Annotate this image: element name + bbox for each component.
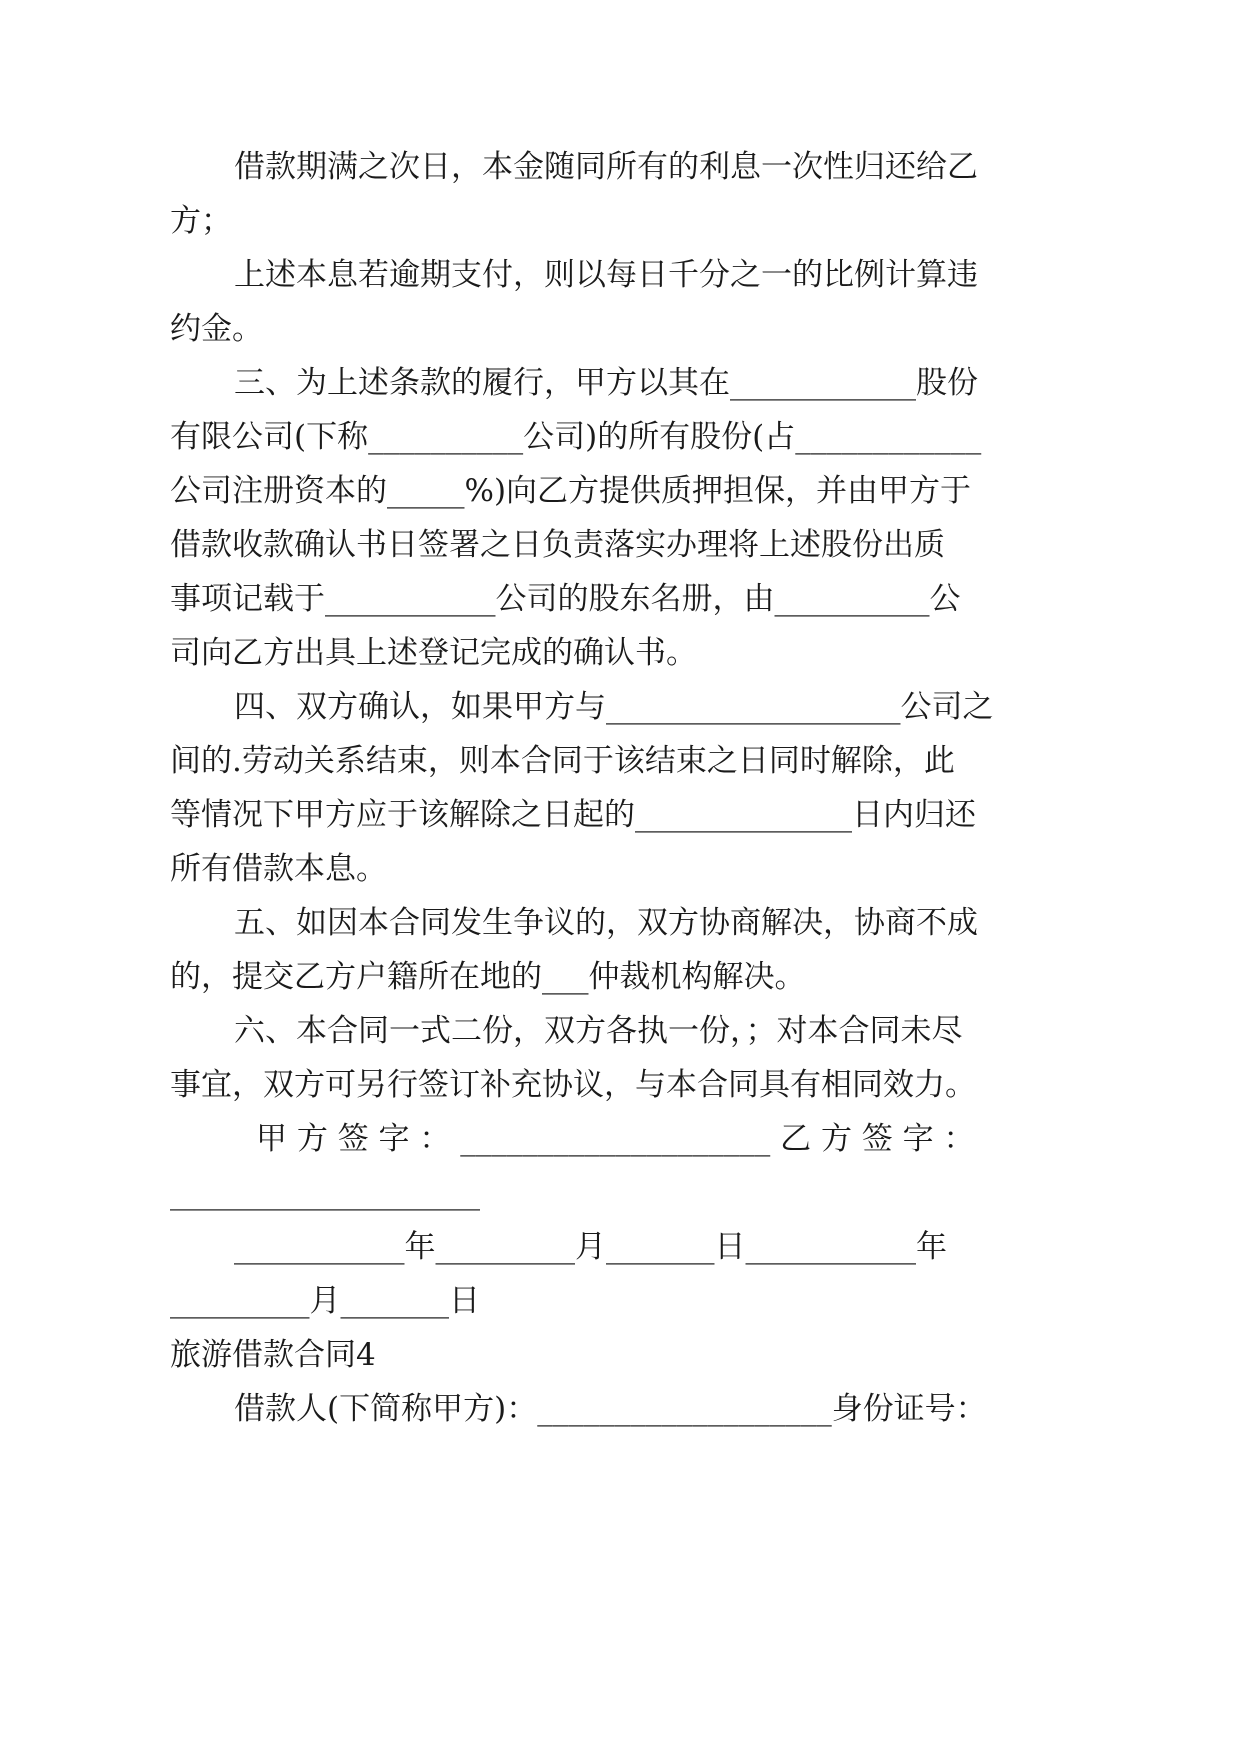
text-line: 约金。 (170, 311, 263, 347)
text-line: 公司注册资本的_____%)向乙方提供质押担保，并由甲方于 (170, 473, 972, 509)
signature-line: 甲 方 签 字 ： ____________________ 乙 方 签 字 ： (256, 1121, 975, 1157)
text-line: 借款收款确认书日签署之日负责落实办理将上述股份出质 (170, 527, 945, 563)
text-line: 方； (170, 203, 232, 239)
text-line: 三、为上述条款的履行，甲方以其在____________股份 (234, 365, 978, 401)
text-line: 的，提交乙方户籍所在地的___仲裁机构解决。 (170, 959, 806, 995)
text-line: 所有借款本息。 (170, 851, 387, 887)
text-line: 六、本合同一式二份，双方各执一份，；对本合同未尽 (234, 1013, 963, 1049)
section-title: 旅游借款合同4 (170, 1337, 376, 1373)
text-line: 借款人(下简称甲方)：___________________身份证号： (234, 1391, 987, 1427)
text-line: 有限公司(下称__________公司)的所有股份(占____________ (170, 419, 982, 455)
text-line: 等情况下甲方应于该解除之日起的______________日内归还 (170, 797, 976, 833)
date-line: _________月_______日 (170, 1283, 480, 1319)
text-line: 上述本息若逾期支付，则以每日千分之一的比例计算违 (234, 257, 978, 293)
text-line: 事宜，双方可另行签订补充协议，与本合同具有相同效力。 (170, 1067, 976, 1103)
text-line: 事项记载于___________公司的股东名册，由__________公 (170, 581, 961, 617)
text-line: 五、如因本合同发生争议的，双方协商解决，协商不成 (234, 905, 978, 941)
text-line: 间的.劳动关系结束，则本合同于该结束之日同时解除，此 (170, 743, 955, 779)
date-line: ___________年_________月_______日___________年 (234, 1229, 947, 1265)
text-line: 司向乙方出具上述登记完成的确认书。 (170, 635, 697, 671)
text-line: 借款期满之次日，本金随同所有的利息一次性归还给乙 (234, 149, 978, 185)
signature-blank: ____________________ (170, 1175, 480, 1211)
text-line: 四、双方确认，如果甲方与___________________公司之 (234, 689, 994, 725)
